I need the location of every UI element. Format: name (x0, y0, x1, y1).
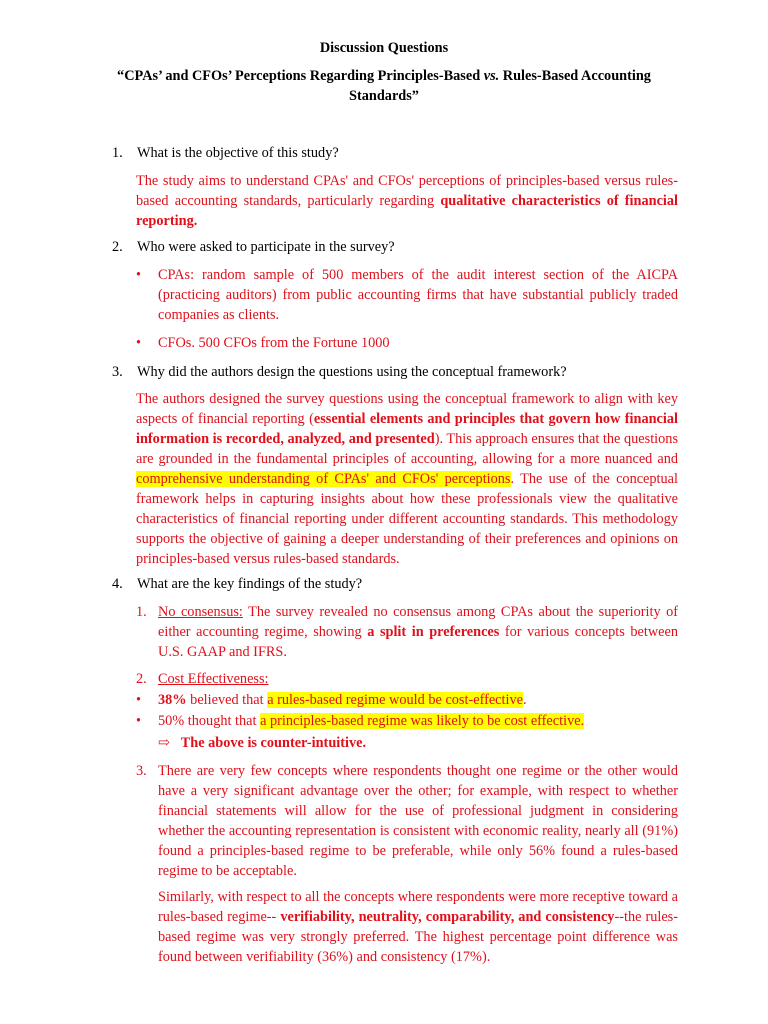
question-2-number: 2. (112, 239, 123, 255)
document-subtitle (90, 66, 678, 106)
answer-3-text-a: The authors designed the survey questions using the conceptual framework to align with key aspects of financial reporting ( (136, 391, 678, 427)
document-title: Discussion Questions (319, 40, 449, 56)
finding-2-label: Cost Effectiveness: (158, 671, 269, 687)
question-1-number: 1. (112, 145, 123, 161)
subtitle-vs: vs. (483, 68, 500, 84)
finding-1-number: 1. (136, 604, 147, 620)
finding-2-bullet-1-mid: believed that (186, 692, 268, 708)
finding-2-bullet-2-highlight: a principles-based regime was likely to be cost effective. (260, 713, 585, 729)
finding-2-pct: 38% (158, 692, 187, 708)
answer-1-text: The study aims to understand CPAs' and CFOs' perceptions of principles-based versus rules-based accounting standards, particularly regarding (136, 173, 678, 209)
finding-3-p2-a: Similarly, with respect to all the concepts where respondents were more receptive toward a rules-based regime-- (158, 889, 678, 925)
finding-2-number: 2. (136, 671, 147, 687)
bullet-icon: • (136, 713, 142, 729)
question-1-text: What is the objective of this study? (137, 145, 339, 161)
answer-3-highlight: comprehensive understanding of CPAs' and CFOs' perceptions (136, 471, 511, 487)
bullet-icon: • (136, 335, 142, 351)
bullet-icon: • (136, 692, 142, 708)
question-2-text: Who were asked to participate in the survey? (137, 239, 395, 255)
answer-3-text-b: ). This approach ensures that the questions are grounded in the fundamental principles of accounting, allowing for a more nuanced and (136, 431, 679, 467)
finding-2-bullet-1-highlight: a rules-based regime would be cost-effective (267, 692, 523, 708)
question-4-number: 4. (112, 576, 123, 592)
finding-3-number: 3. (136, 763, 147, 779)
finding-3-text: There are very few concepts where respondents thought one regime or the other would have a very significant advantage over the other; for example, with respect to whether financial statements will allow for the use of professional judgment in considering whether the accounting representation is consistent with economic reality, nearly all (91%) found a principles-based regime to be preferable, while only 56% found a rules-based regime to be acceptable. (158, 763, 678, 879)
question-4-text: What are the key findings of the study? (137, 576, 363, 592)
bullet-icon: • (136, 267, 142, 283)
answer-1-bold: qualitative characteristics of financial reporting. (136, 193, 679, 229)
subtitle-part-a: “CPAs’ and CFOs’ Perceptions Regarding Principles-Based (117, 68, 484, 84)
subtitle-part-b: Rules-Based Accounting Standards” (349, 68, 651, 104)
finding-2-note-text (158, 733, 678, 753)
question-3-number: 3. (112, 364, 123, 380)
arrow-right-icon: ⇨ (158, 735, 170, 751)
finding-1-text-a: The survey revealed no consensus among CPAs about the superiority of either accounting regime, showing (158, 604, 678, 640)
finding-3-para-2-text (158, 887, 678, 967)
finding-2-label-wrap (158, 669, 678, 689)
bullet-cpas-text: CPAs: random sample of 500 members of the audit interest section of the AICPA (practicing auditors) from public accounting firms that have substantial publicly traded companies as clients. (158, 267, 678, 323)
answer-3-bold: essential elements and principles that govern how financial information is recorded, analyzed, and presented (136, 411, 678, 447)
answer-3-text-c: . The use of the conceptual framework helps in capturing insights about how these professionals view the qualitative characteristics of financial reporting under different accounting standards. This methodology supports the objective of gaining a deeper understanding of their preferences and opinions on principles-based versus rules-based standards. (136, 471, 678, 567)
finding-2-bullet-2-text (158, 711, 678, 731)
finding-3-p2-b: --the rules-based regime was very strongly preferred. The highest percentage point difference was found between verifiability (36%) and consistency (17%). (158, 909, 678, 965)
answer-1 (136, 171, 678, 231)
finding-3-p2-bold: verifiability, neutrality, comparability, and consistency (280, 909, 615, 925)
answer-3 (136, 389, 678, 569)
finding-1-label: No consensus: (158, 604, 243, 620)
finding-2-bullet-1-text (158, 690, 678, 710)
finding-2-note-bold: The above is counter-intuitive. (180, 735, 367, 751)
bullet-cfos-text: CFOs. 500 CFOs from the Fortune 1000 (158, 335, 390, 351)
finding-2-bullet-1-end: . (522, 692, 527, 708)
question-3-text: Why did the authors design the questions using the conceptual framework? (137, 364, 567, 380)
finding-2-bullet-2-a: 50% thought that (158, 713, 261, 729)
finding-1-bold: a split in preferences (367, 624, 500, 640)
finding-1-text-b: for various concepts between U.S. GAAP and IFRS. (158, 624, 678, 660)
finding-1-text (158, 602, 678, 662)
